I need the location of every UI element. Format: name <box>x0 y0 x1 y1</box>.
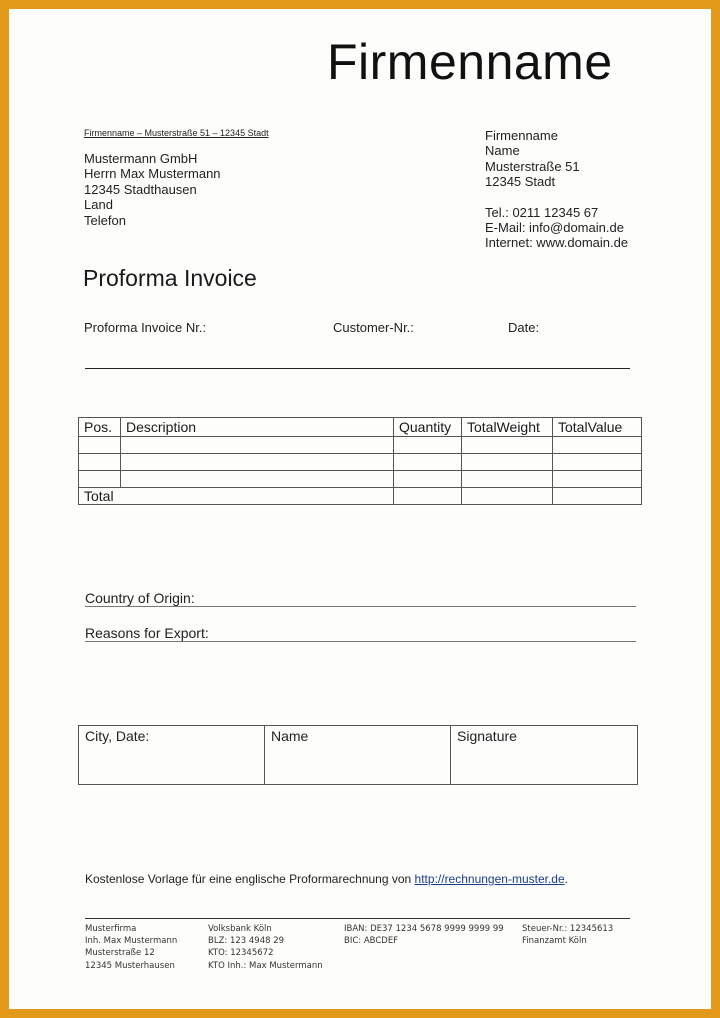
footer-divider <box>85 918 630 919</box>
total-label: Total <box>79 488 394 505</box>
table-cell[interactable] <box>121 471 394 488</box>
invoice-page <box>9 9 711 1009</box>
name-cell[interactable]: Name <box>265 726 451 785</box>
table-row <box>79 471 642 488</box>
footer-line: 12345 Musterhausen <box>85 960 175 971</box>
table-cell[interactable] <box>79 437 121 454</box>
total-weight-cell[interactable] <box>462 488 553 505</box>
column-header: Description <box>121 418 394 437</box>
recipient-line: Herrn Max Mustermann <box>84 166 221 182</box>
company-website: Internet: www.domain.de <box>485 235 629 251</box>
company-line: Name <box>485 143 520 159</box>
document-title: Proforma Invoice <box>83 265 257 291</box>
table-cell[interactable] <box>462 471 553 488</box>
table-cell[interactable] <box>79 471 121 488</box>
table-cell[interactable] <box>121 437 394 454</box>
column-header: Pos. <box>79 418 121 437</box>
customer-number-label: Customer-Nr.: <box>333 320 414 335</box>
recipient-line: Land <box>84 197 113 213</box>
footer-line: IBAN: DE37 1234 5678 9999 9999 99 <box>344 924 504 934</box>
header-divider <box>85 368 630 369</box>
origin-label: Country of Origin: <box>85 590 195 606</box>
note-tail: . <box>564 872 568 886</box>
footer-line: BLZ: 123 4948 29 <box>208 936 285 947</box>
template-note <box>85 872 568 886</box>
footer-line: BIC: ABCDEF <box>344 936 399 947</box>
recipient-address <box>84 151 221 228</box>
column-header: Quantity <box>394 418 462 437</box>
table-row <box>79 437 642 454</box>
company-brand: Firmenname <box>327 34 613 90</box>
table-cell[interactable] <box>553 437 642 454</box>
company-email: E-Mail: info@domain.de <box>485 220 624 236</box>
company-info <box>485 128 628 251</box>
table-cell[interactable] <box>462 454 553 471</box>
table-cell[interactable] <box>553 471 642 488</box>
footer-line: Finanzamt Köln <box>522 936 587 947</box>
signature-cell[interactable]: Signature <box>451 726 638 785</box>
invoice-number-label: Proforma Invoice Nr.: <box>84 320 207 335</box>
footer-tax <box>522 923 613 947</box>
total-quantity-cell[interactable] <box>394 488 462 505</box>
signature-table <box>78 725 638 785</box>
recipient-line: Mustermann GmbH <box>84 151 198 166</box>
table-cell[interactable] <box>394 471 462 488</box>
template-link[interactable]: http://rechnungen-muster.de <box>414 872 565 886</box>
table-header-row <box>79 418 642 437</box>
footer-line: Musterfirma <box>85 924 137 934</box>
note-text: Kostenlose Vorlage für eine englische Proformarechnung von <box>85 872 415 886</box>
company-line: 12345 Stadt <box>485 174 556 190</box>
footer-line: Inh. Max Mustermann <box>85 936 178 947</box>
table-cell[interactable] <box>394 454 462 471</box>
reasons-label: Reasons for Export: <box>85 625 209 641</box>
reasons-line[interactable] <box>85 641 636 642</box>
table-cell[interactable] <box>121 454 394 471</box>
recipient-line: 12345 Stadthausen <box>84 181 197 197</box>
total-value-cell[interactable] <box>553 488 642 505</box>
table-cell[interactable] <box>79 454 121 471</box>
company-line: Musterstraße 51 <box>485 158 580 174</box>
footer-line: KTO Inh.: Max Mustermann <box>208 960 323 971</box>
table-cell[interactable] <box>394 437 462 454</box>
city-date-cell[interactable]: City, Date: <box>79 726 265 785</box>
table-cell[interactable] <box>553 454 642 471</box>
sender-address-line: Firmenname – Musterstraße 51 – 12345 Stadt <box>84 128 269 138</box>
origin-line[interactable] <box>85 606 636 607</box>
company-line: Firmenname <box>485 128 558 143</box>
company-phone: Tel.: 0211 12345 67 <box>485 204 599 220</box>
total-row <box>79 488 642 505</box>
footer-line: Musterstraße 12 <box>85 948 155 959</box>
column-header: TotalValue <box>553 418 642 437</box>
footer-line: KTO: 12345672 <box>208 948 274 959</box>
table-row <box>79 454 642 471</box>
footer-bank <box>208 923 323 972</box>
footer-iban <box>344 923 504 947</box>
table-cell[interactable] <box>462 437 553 454</box>
items-table <box>78 417 642 505</box>
column-header: TotalWeight <box>462 418 553 437</box>
recipient-line: Telefon <box>84 212 126 228</box>
footer-line: Steuer-Nr.: 12345613 <box>522 924 614 934</box>
footer-company <box>85 923 177 972</box>
footer-line: Volksbank Köln <box>208 924 272 934</box>
date-label: Date: <box>508 320 540 335</box>
